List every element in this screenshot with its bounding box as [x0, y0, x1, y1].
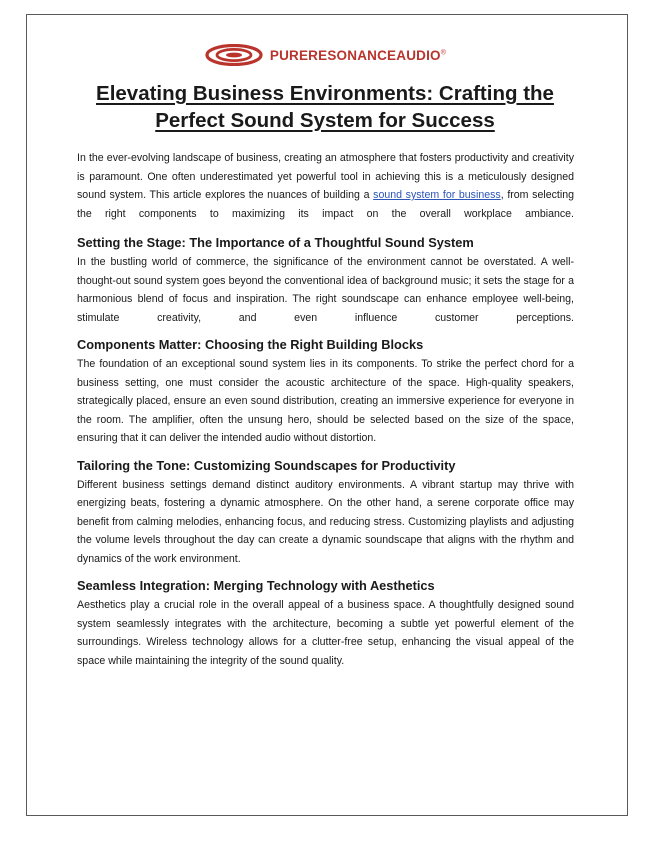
section-heading: Seamless Integration: Merging Technology with Aesthetics [77, 578, 435, 593]
section-paragraph: The foundation of an exceptional sound system lies in its components. To strike the perfect chord for a business setting, one must consider the acoustic architecture of the space. High-quality speakers, strategically placed, ensure an even sound distribution, creating an immersive experience for everyone in the room. The amplifier, often the unsung hero, should be selected based on the size of the space, ensuring that it can deliver the intended audio without distortion. [77, 358, 574, 444]
brand-name: PURERESONANCEAUDIO® [269, 47, 447, 63]
section-heading: Tailoring the Tone: Customizing Soundscapes for Productivity [77, 457, 456, 473]
brand-logo [0, 44, 650, 66]
article-body [77, 149, 574, 679]
section-setting-the-stage [77, 234, 574, 327]
section-heading: Components Matter: Choosing the Right Building Blocks [77, 337, 424, 352]
section-tailoring-the-tone [77, 457, 574, 569]
intro-paragraph: In the ever-evolving landscape of business, creating an atmosphere that fosters productivity and creativity is paramount. One often underestimated yet powerful tool in achieving this is a meticulously designed sound system. This article explores the nuances of building a sound system for business, from selecting the right components to maximizing its impact on the overall workplace ambiance. [77, 152, 574, 220]
section-seamless-integration [77, 577, 574, 670]
sound-wave-logo-icon [204, 44, 264, 66]
section-paragraph: Different business settings demand distinct auditory environments. A vibrant startup may thrive with energizing beats, fostering a dynamic atmosphere. On the other hand, a serene corporate office may benefit from calming melodies, enhancing focus, and reducing stress. Customizing playlists and adjusting the volume levels throughout the day can create a dynamic soundscape that aligns with the rhythm and dynamics of the work environment. [77, 478, 574, 565]
section-paragraph: In the bustling world of commerce, the significance of the environment cannot be overstated. A well-thought-out sound system goes beyond the conventional idea of background music; it sets the stage for a harmonious blend of focus and inspiration. The right soundscape can enhance employee well-being, stimulate creativity, and even influence customer perceptions. [77, 256, 574, 324]
section-paragraph: Aesthetics play a crucial role in the overall appeal of a business space. A thoughtfully designed sound system seamlessly integrates with the architecture, becoming a subtle yet powerful element of the surroundings. Wireless technology allows for a clutter-free setup, enhancing the visual appeal of the space while maintaining the integrity of the sound quality. [77, 599, 574, 667]
section-components-matter [77, 336, 574, 448]
document-title: Elevating Business Environments: Crafting the Perfect Sound System for Success [96, 82, 554, 132]
registered-mark: ® [440, 49, 447, 56]
sound-system-link[interactable]: sound system for business [373, 189, 501, 201]
section-heading: Setting the Stage: The Importance of a Thoughtful Sound System [77, 235, 474, 250]
